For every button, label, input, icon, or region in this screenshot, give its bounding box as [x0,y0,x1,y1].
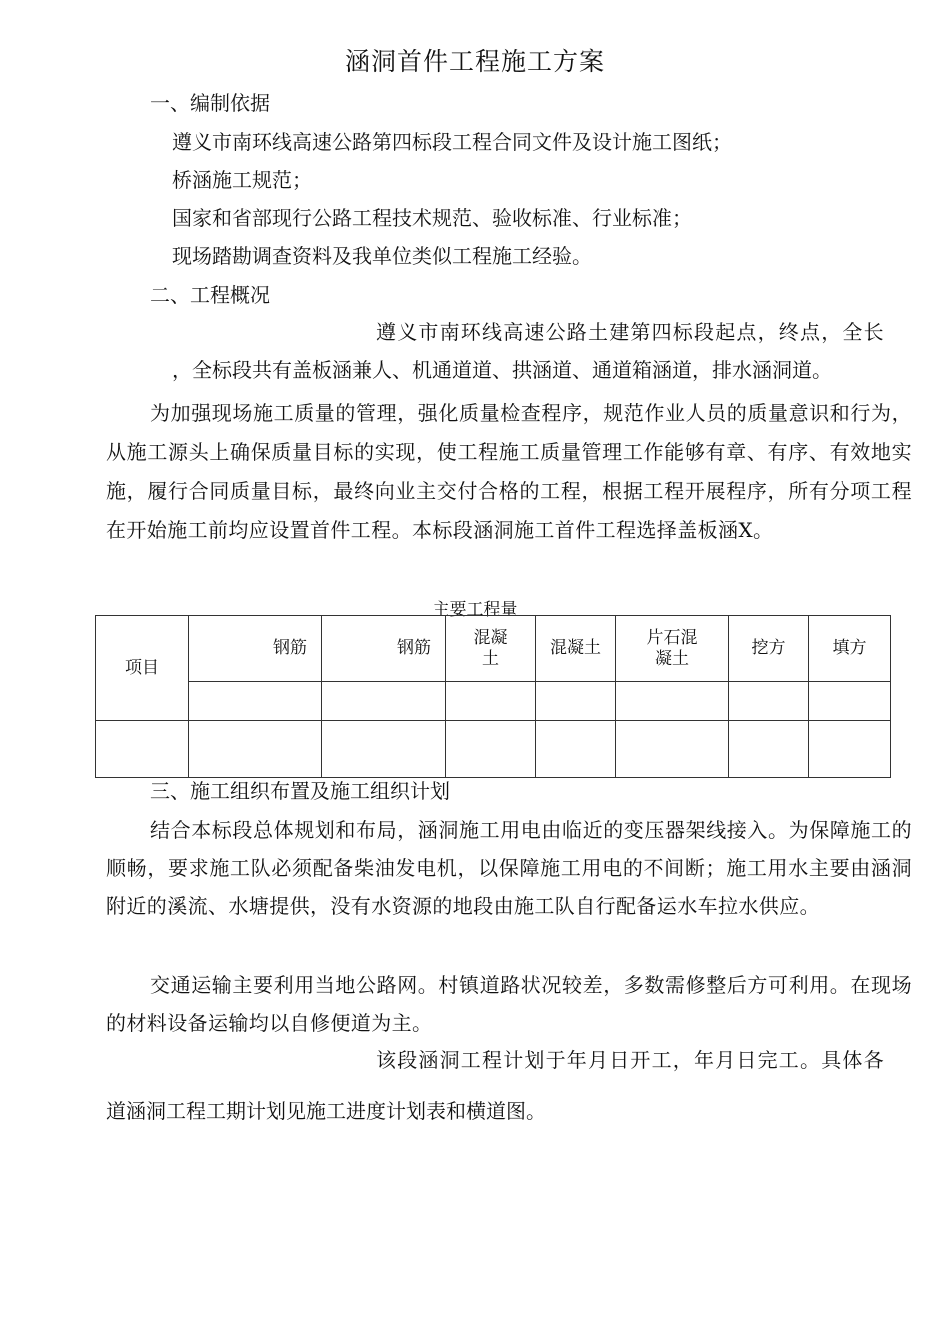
quantities-table [95,615,891,778]
table-cell [729,721,809,778]
organization-paragraph-1: 结合本标段总体规划和布局，涵洞施工用电由临近的变压器架线接入。为保障施工的顺畅，要求施工队必须配备柴油发电机，以保障施工用电的不间断；施工用水主要由涵洞附近的溪流、水塘提供，没有水资源的地段由施工队自行配备运水车拉水供应。 [106,818,912,918]
schedule-line-1: 该段涵洞工程计划于年月日开工，年月日完工。具体各 [376,1048,885,1072]
document-title: 涵洞首件工程施工方案 [344,47,605,76]
overview-line-2: ，全标段共有盖板涵兼人、机通道道、拱涵道、通道箱涵道，排水涵洞道。 [172,358,832,382]
table-cell [616,682,729,721]
overview-paragraph: 为加强现场施工质量的管理，强化质量检查程序，规范作业人员的质量意识和行为，从施工源头上确保质量目标的实现，使工程施工质量管理工作能够有章、有序、有效地实施，履行合同质量目标，最终向业主交付合格的工程，根据工程开展程序，所有分项工程在开始施工前均应设置首件工程。本标段涵洞施工首件工程选择盖板涵X。 [106,401,912,542]
table-caption: 主要工程量 [432,600,518,620]
table-header-rebar-1: 钢筋 [189,616,322,682]
section-3-heading: 三、施工组织布置及施工组织计划 [150,779,450,803]
table-header-rubble-concrete: 片石混 凝土 [616,616,729,682]
basis-item-1: 遵义市南环线高速公路第四标段工程合同文件及设计施工图纸； [172,130,732,154]
table-cell [446,721,536,778]
table-header-excavation: 挖方 [729,616,809,682]
table-cell [536,721,616,778]
basis-item-3: 国家和省部现行公路工程技术规范、验收标准、行业标准； [172,206,692,230]
table-cell [322,682,446,721]
basis-item-4: 现场踏勘调查资料及我单位类似工程施工经验。 [172,244,592,268]
table-cell [189,682,322,721]
table-cell [189,721,322,778]
basis-item-2: 桥涵施工规范； [172,168,312,192]
overview-line-1: 遵义市南环线高速公路土建第四标段起点，终点，全长 [376,320,885,344]
table-cell [809,721,891,778]
table-cell [616,721,729,778]
table-header-concrete-2: 混凝土 [536,616,616,682]
table-header-item: 项目 [96,616,189,721]
table-cell [446,682,536,721]
organization-paragraph-2: 交通运输主要利用当地公路网。村镇道路状况较差，多数需修整后方可利用。在现场的材料设备运输均以自修便道为主。 [106,973,912,1035]
table-cell [96,721,189,778]
table-cell [536,682,616,721]
table-header-fill: 填方 [809,616,891,682]
schedule-line-2: 道涵洞工程工期计划见施工进度计划表和横道图。 [106,1099,546,1123]
table-cell [729,682,809,721]
table-cell [809,682,891,721]
section-1-heading: 一、编制依据 [150,91,270,115]
section-2-heading: 二、工程概况 [150,283,270,307]
table-header-concrete-1: 混凝 土 [446,616,536,682]
table-cell [322,721,446,778]
table-header-rebar-2: 钢筋 [322,616,446,682]
